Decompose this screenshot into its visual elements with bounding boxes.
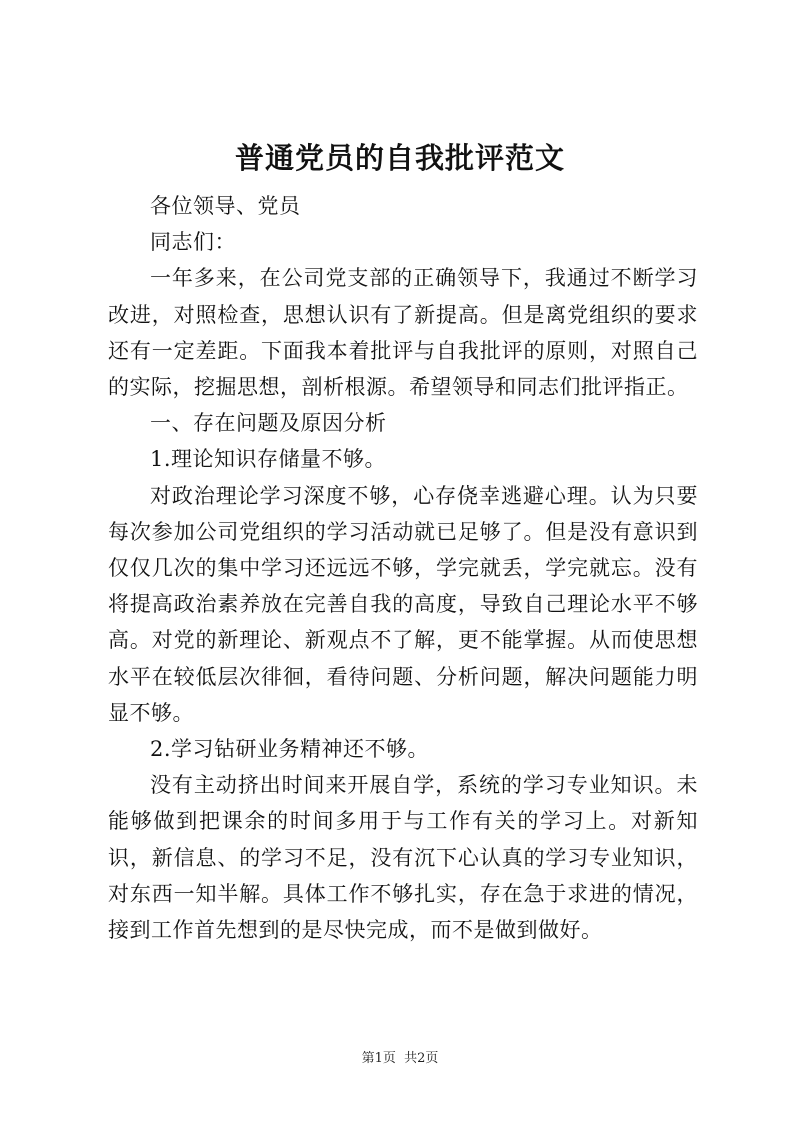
paragraph-1: 对政治理论学习深度不够，心存侥幸逃避心理。认为只要每次参加公司党组织的学习活动就已足够了。但是没有意识到仅仅几次的集中学习还远远不够，学完就丢，学完就忘。没有将提高政治素养放在完善自我的高度，导致自己理论水平不够高。对党的新理论、新观点不了解，更不能掌握。从而使思想水平在较低层次徘徊，看待问题、分析问题，解决问题能力明显不够。	[108, 483, 698, 725]
salutation-line-1: 各位领导、党员	[150, 194, 301, 218]
paragraph-2: 没有主动挤出时间来开展自学，系统的学习专业知识。未能够做到把课余的时间多用于与工作有关的学习上。对新知识，新信息、的学习不足，没有沉下心认真的学习专业知识，对东西一知半解。具体工作不够扎实，存在急于求进的情况，接到工作首先想到的是尽快完成，而不是做到做好。	[108, 773, 698, 943]
page-total: 共2页	[404, 1051, 439, 1066]
document-title: 普通党员的自我批评范文	[234, 141, 565, 175]
subheading-2: 2.学习钻研业务精神还不够。	[150, 737, 430, 762]
section-heading: 一、存在问题及原因分析	[150, 411, 387, 436]
page-footer	[0, 1050, 800, 1068]
document-body	[108, 188, 698, 948]
salutation-line-2: 同志们：	[150, 230, 236, 255]
intro-paragraph: 一年多来，在公司党支部的正确领导下，我通过不断学习改进，对照检查，思想认识有了新提高。但是离党组织的要求还有一定差距。下面我本着批评与自我批评的原则，对照自己的实际，挖掘思想，剖析根源。希望领导和同志们批评指正。	[108, 266, 698, 400]
subheading-1: 1.理论知识存储量不够。	[150, 447, 387, 472]
page-number: 第1页	[361, 1051, 396, 1066]
